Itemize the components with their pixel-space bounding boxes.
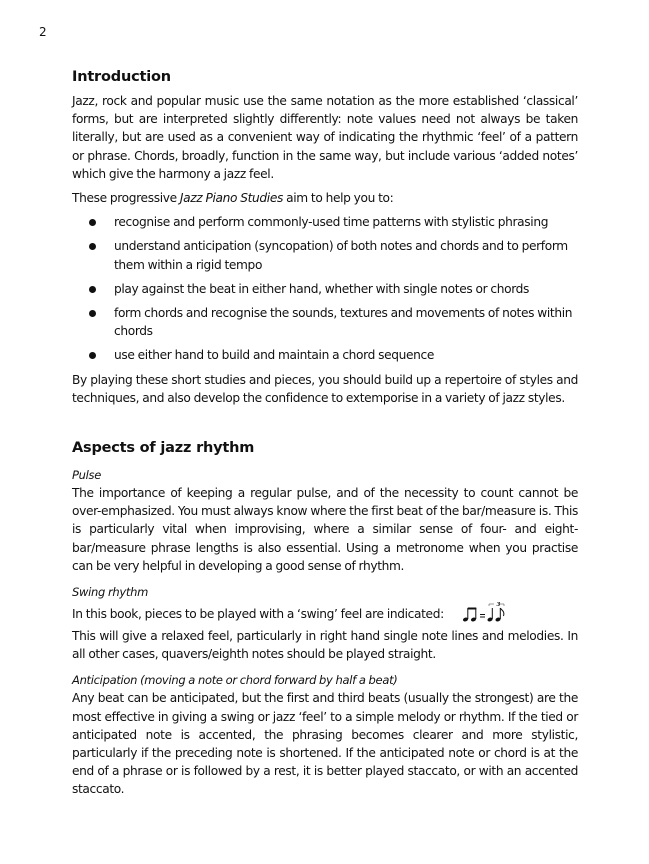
introduction-closing-paragraph: By playing these short studies and pieces, you should build up a repertoire of styles and techniques, and also develop the confidence to extemporise in a variety of jazz styles. <box>72 372 578 405</box>
list-item <box>72 213 578 231</box>
list-item <box>72 346 578 364</box>
bullet-icon <box>89 286 96 293</box>
swing-indicator-text: In this book, pieces to be played with a ‘swing’ feel are indicated: <box>72 606 444 621</box>
swing-eighths-equals-triplet-icon <box>462 601 508 623</box>
lead-text-before: These progressive <box>72 191 180 206</box>
pulse-subheading: Pulse <box>72 468 101 483</box>
page-content <box>72 66 578 799</box>
swing-notation-icon <box>462 601 508 623</box>
list-item-text: recognise and perform commonly-used time patterns with stylistic phrasing <box>114 215 549 230</box>
pulse-paragraph: The importance of keeping a regular pulse, and of the necessity to count cannot be over-emphasized. You must always know where the first beat of the bar/measure is. This is particularly vital when improvising, where a similar sense of four- and eight-bar/measure phrase lengths is also essential. Using a metronome when you practise can be very helpful in developing a good sense of rhythm. <box>72 486 578 573</box>
bullet-icon <box>89 219 96 226</box>
list-item <box>72 304 578 340</box>
swing-subheading: Swing rhythm <box>72 585 148 600</box>
list-item <box>72 280 578 298</box>
aspects-heading: Aspects of jazz rhythm <box>72 440 255 457</box>
aims-list <box>72 213 578 364</box>
lead-text-after: aim to help you to: <box>282 191 394 206</box>
list-item <box>72 237 578 273</box>
swing-paragraph: This will give a relaxed feel, particularly in right hand single note lines and melodies. In all other cases, quavers/eighth notes should be played straight. <box>72 629 578 662</box>
swing-indicator-line <box>72 601 578 623</box>
bullet-icon <box>89 243 96 250</box>
introduction-heading: Introduction <box>72 69 171 85</box>
introduction-lead <box>72 189 578 207</box>
list-item-text: understand anticipation (syncopation) of both notes and chords and to perform them within a rigid tempo <box>114 239 568 272</box>
list-item-text: form chords and recognise the sounds, textures and movements of notes within chords <box>114 306 573 339</box>
list-item-text: play against the beat in either hand, whether with single notes or chords <box>114 281 530 296</box>
svg-text:3: 3 <box>496 602 501 609</box>
bullet-icon <box>89 352 96 359</box>
anticipation-paragraph: Any beat can be anticipated, but the first and third beats (usually the strongest) are the most effective in giving a swing or jazz ‘feel’ to a simple melody or rhythm. If the tied or anticipated note is accented, the phrasing becomes clearer and more stylistic, particularly if the preceding note is shortened. If the anticipated note or chord is at the end of a phrase or is followed by a rest, it is better played staccato, or with an accented staccato. <box>72 691 578 797</box>
bullet-icon <box>89 310 96 317</box>
anticipation-subheading: Anticipation (moving a note or chord forward by half a beat) <box>72 673 398 688</box>
book-title: Jazz Piano Studies <box>179 191 283 206</box>
introduction-paragraph: Jazz, rock and popular music use the same notation as the more established ‘classical’ forms, but are interpreted slightly differently: note values need not always be taken literally, but are used as a convenient way of indicating the rhythmic ‘feel’ of a pattern or phrase. Chords, broadly, function in the same way, but include various ‘added notes’ which give the harmony a jazz feel. <box>72 94 578 181</box>
list-item-text: use either hand to build and maintain a chord sequence <box>114 348 435 363</box>
page-number: 2 <box>39 25 47 39</box>
